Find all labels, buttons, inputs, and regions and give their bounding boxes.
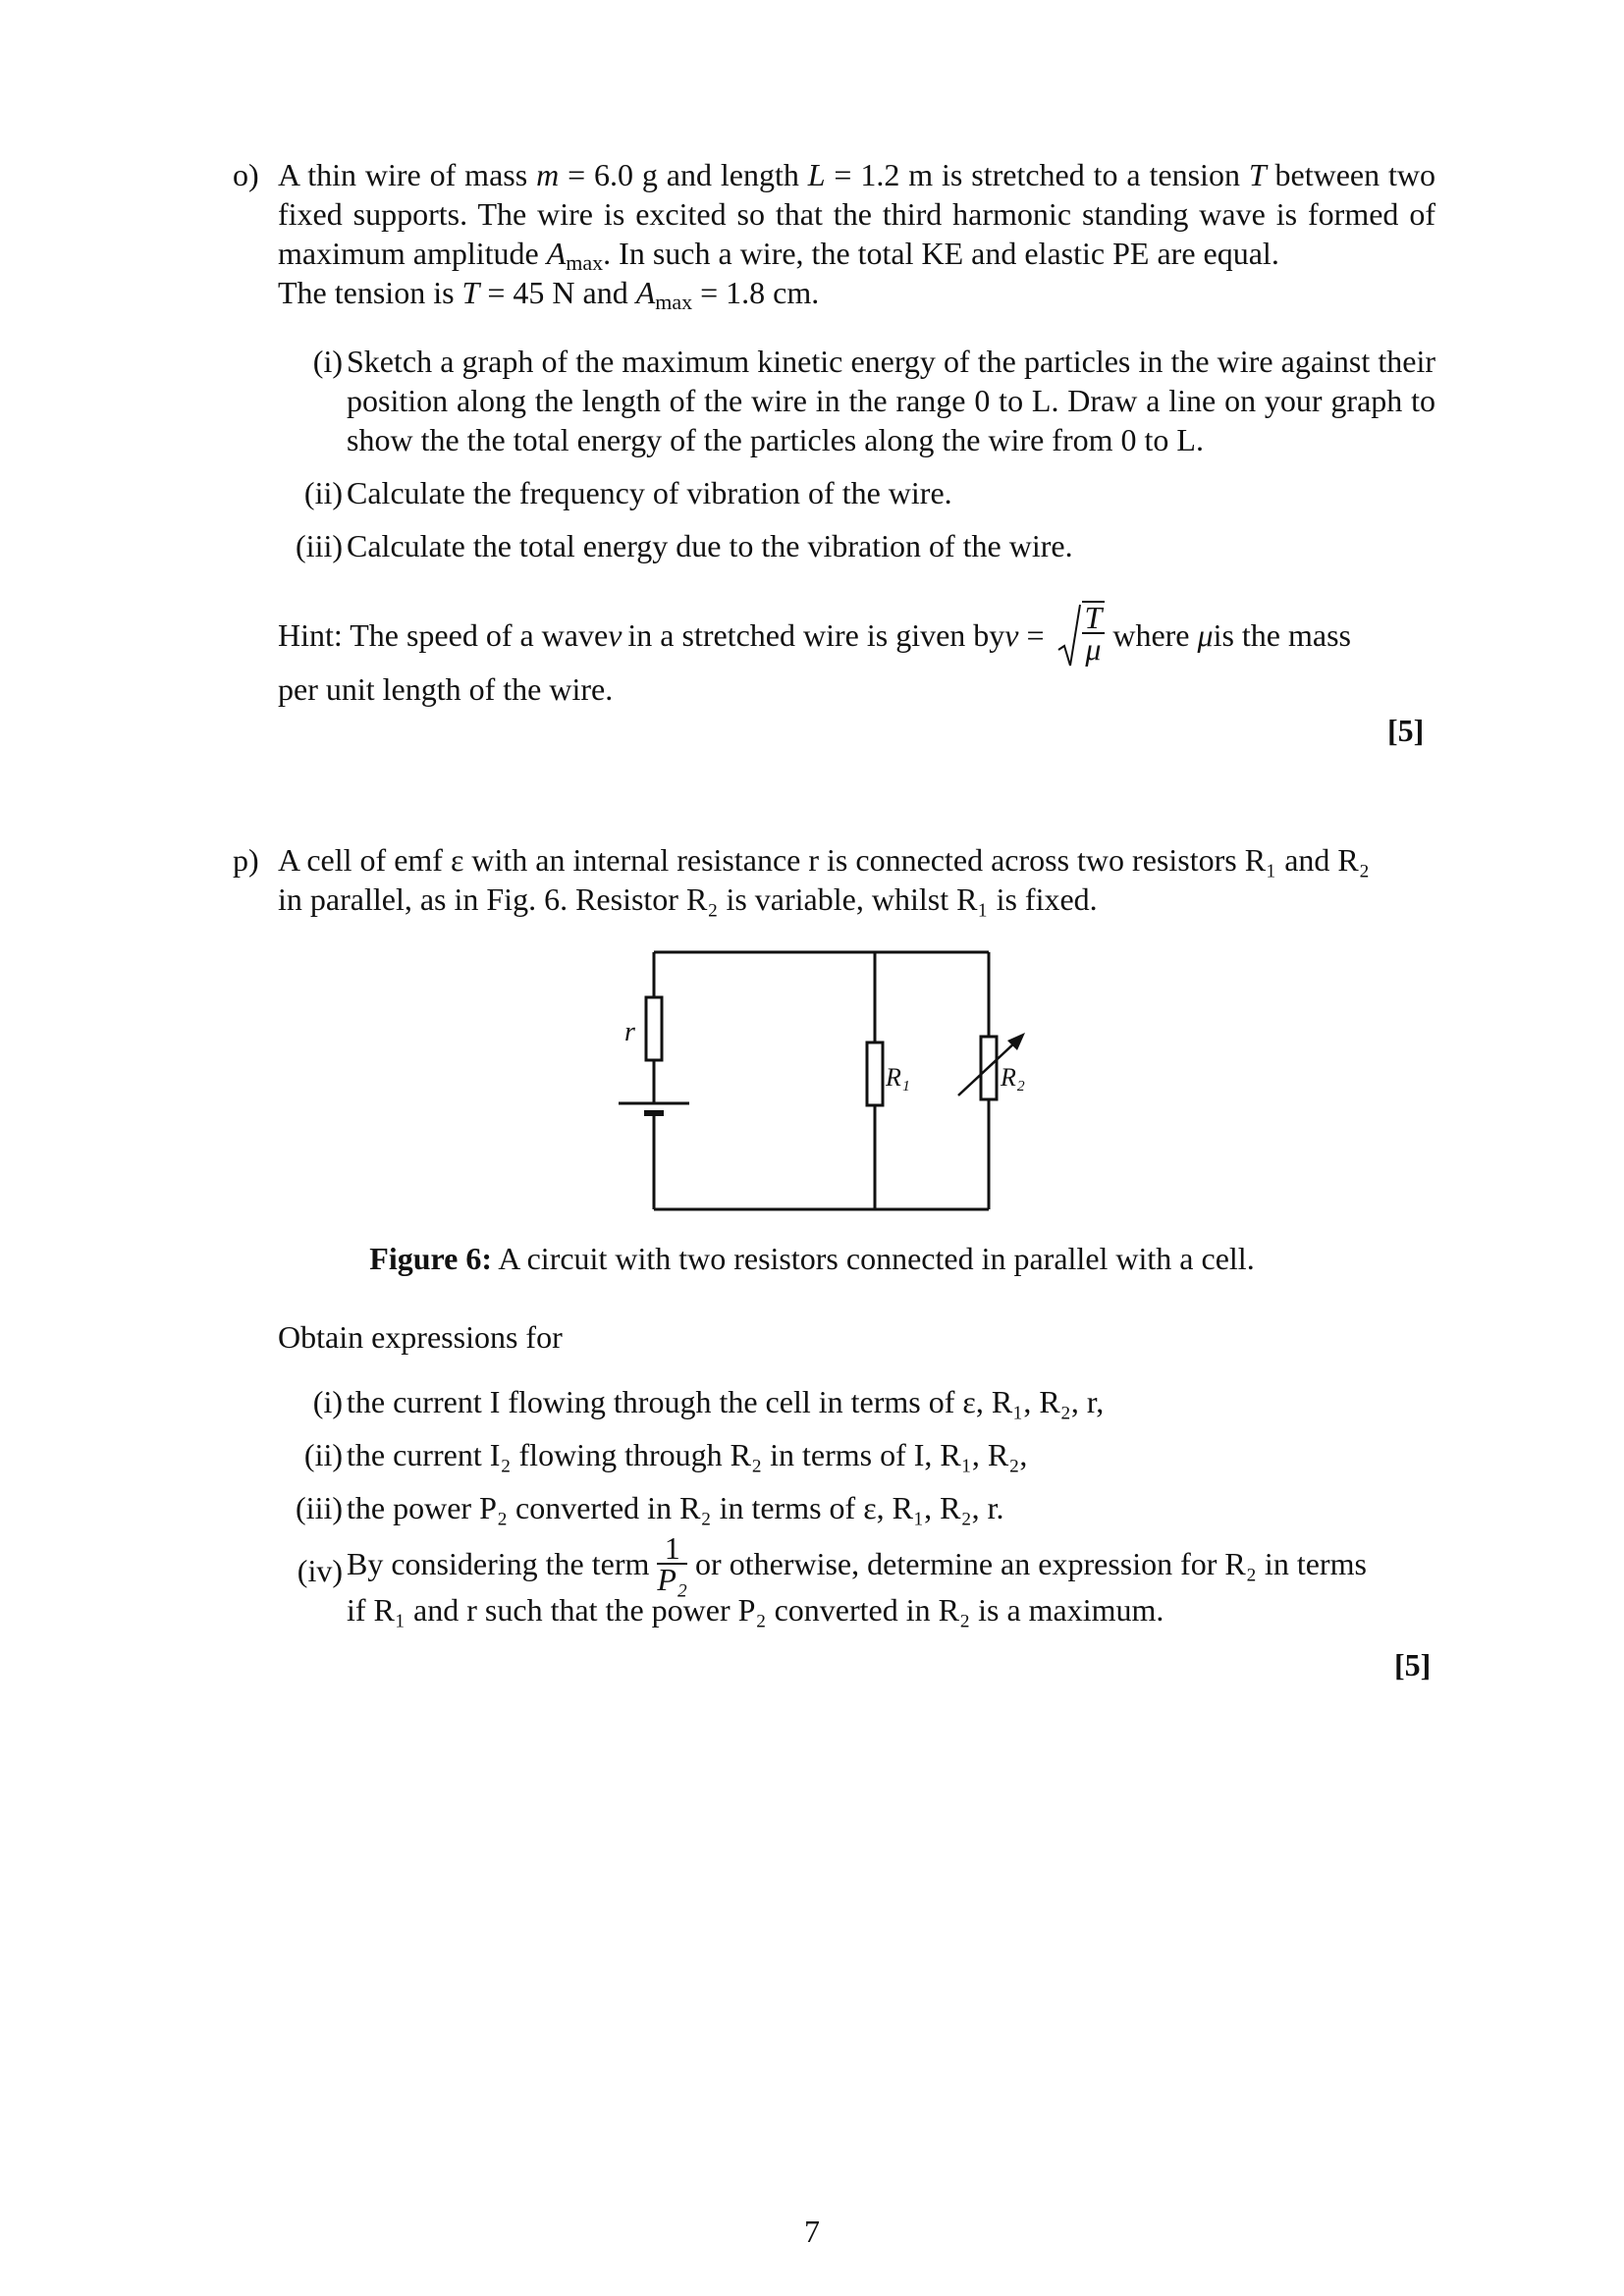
list-item: (iii) the power P₂ converted in R₂ in terms of ε, R₁, R₂, r.: [296, 1490, 1004, 1525]
marks-p: [5]: [1394, 1647, 1432, 1682]
question-p-subpart-iv: (iv) By considering the term $\frac{1}{\text{P₂}}$ or otherwise, determine an expression for R₂ in terms if R₁ and r such that the power P₂ converted in R₂ is a maximum.: [297, 1530, 1367, 1628]
sqrt-sign: [1056, 601, 1082, 669]
question-p: [233, 840, 1435, 919]
fraction-1-over-p2: $\frac{1}{\text{P₂}}$: [657, 1530, 688, 1597]
figure-caption: Figure 6: A circuit with two resistors connected in parallel with a cell.: [369, 1241, 1255, 1276]
marks-o: [5]: [1387, 713, 1425, 748]
question-o: [233, 155, 1435, 312]
resistor-r1: [867, 1042, 883, 1105]
list-item: (i) the current I flowing through the cell in terms of ε, R₁, R₂, r,: [312, 1384, 1105, 1419]
question-o-label: o): [233, 157, 259, 192]
sqrt-fraction: $\frac{T}{\mu}$: [1082, 601, 1106, 664]
question-o-subparts: [233, 342, 1435, 565]
hint: Hint: The speed of a wave v in a stretched wire is given by v = $\frac{T}{\mu}$ where μ is the mass per unit length of the wire.: [278, 600, 1351, 707]
question-p-subparts: [233, 1382, 1435, 1527]
question-o-body: A thin wire of mass m = 6.0 g and length L = 1.2 m is stretched to a tension T between two fixed supports. The wire is excited so that the third harmonic standing wave is formed of maximum amplitude $A_{max}$. In such a wire, the total KE and elastic PE are equal. The tension is T = 45 N and $A_{max} = 1.8$ cm.: [278, 157, 1436, 314]
question-p-label: p): [233, 842, 259, 878]
circuit-diagram: [0, 942, 1624, 1256]
internal-resistor: [646, 997, 662, 1060]
label-r2: R₂: [1001, 1063, 1025, 1092]
page-number: 7: [804, 2214, 820, 2249]
question-p-body: A cell of emf ε with an internal resistance r is connected across two resistors R₁ and R₂ in parallel, as in Fig. 6. Resistor R₂ is variable, whilst R₁ is fixed.: [278, 842, 1370, 917]
label-r: r: [624, 1017, 635, 1047]
list-item: (i) Sketch a graph of the maximum kinetic energy of the particles in the wire against their position along the length of the wire in the range 0 to L. Draw a line on your graph to show the the total energy of the particles along the wire from 0 to L.: [312, 344, 1435, 457]
obtain-text: Obtain expressions for: [278, 1319, 563, 1355]
list-item: (ii) Calculate the frequency of vibration of the wire.: [303, 475, 952, 510]
label-r1: R₁: [886, 1063, 910, 1092]
list-item: (iii) Calculate the total energy due to the vibration of the wire.: [296, 528, 1073, 563]
list-item: (ii) the current I₂ flowing through R₂ in terms of I, R₁, R₂,: [303, 1437, 1028, 1472]
